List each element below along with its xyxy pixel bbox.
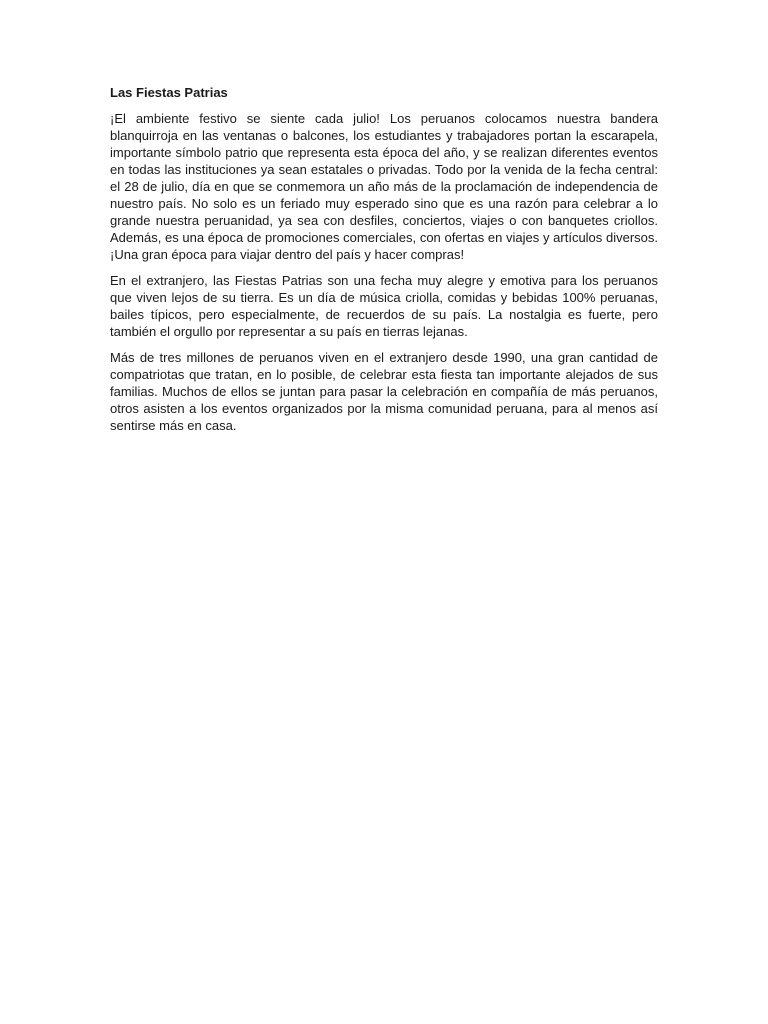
paragraph-1: ¡El ambiente festivo se siente cada julio! Los peruanos colocamos nuestra bandera blanquirroja en las ventanas o balcones, los estudiantes y trabajadores portan la escarapela, importante símbolo patrio que representa esta época del año, y se realizan diferentes eventos en todas las instituciones ya sean estatales o privadas. Todo por la venida de la fecha central: el 28 de julio, día en que se conmemora un año más de la proclamación de independencia de nuestro país. No solo es un feriado muy esperado sino que es una razón para celebrar a lo grande nuestra peruanidad, ya sea con desfiles, conciertos, viajes o con banquetes criollos. Además, es una época de promociones comerciales, con ofertas en viajes y artículos diversos. ¡Una gran época para viajar dentro del país y hacer compras!: [110, 111, 658, 262]
document-page: [110, 84, 658, 443]
paragraph-2: En el extranjero, las Fiestas Patrias son una fecha muy alegre y emotiva para los peruanos que viven lejos de su tierra. Es un día de música criolla, comidas y bebidas 100% peruanas, bailes típicos, pero especialmente, de recuerdos de su país. La nostalgia es fuerte, pero también el orgullo por representar a su país en tierras lejanas.: [110, 273, 658, 339]
paragraph-3: Más de tres millones de peruanos viven en el extranjero desde 1990, una gran cantidad de compatriotas que tratan, en lo posible, de celebrar esta fiesta tan importante alejados de sus familias. Muchos de ellos se juntan para pasar la celebración en compañía de más peruanos, otros asisten a los eventos organizados por la misma comunidad peruana, para al menos así sentirse más en casa.: [110, 350, 658, 433]
document-title: Las Fiestas Patrias: [110, 85, 228, 100]
